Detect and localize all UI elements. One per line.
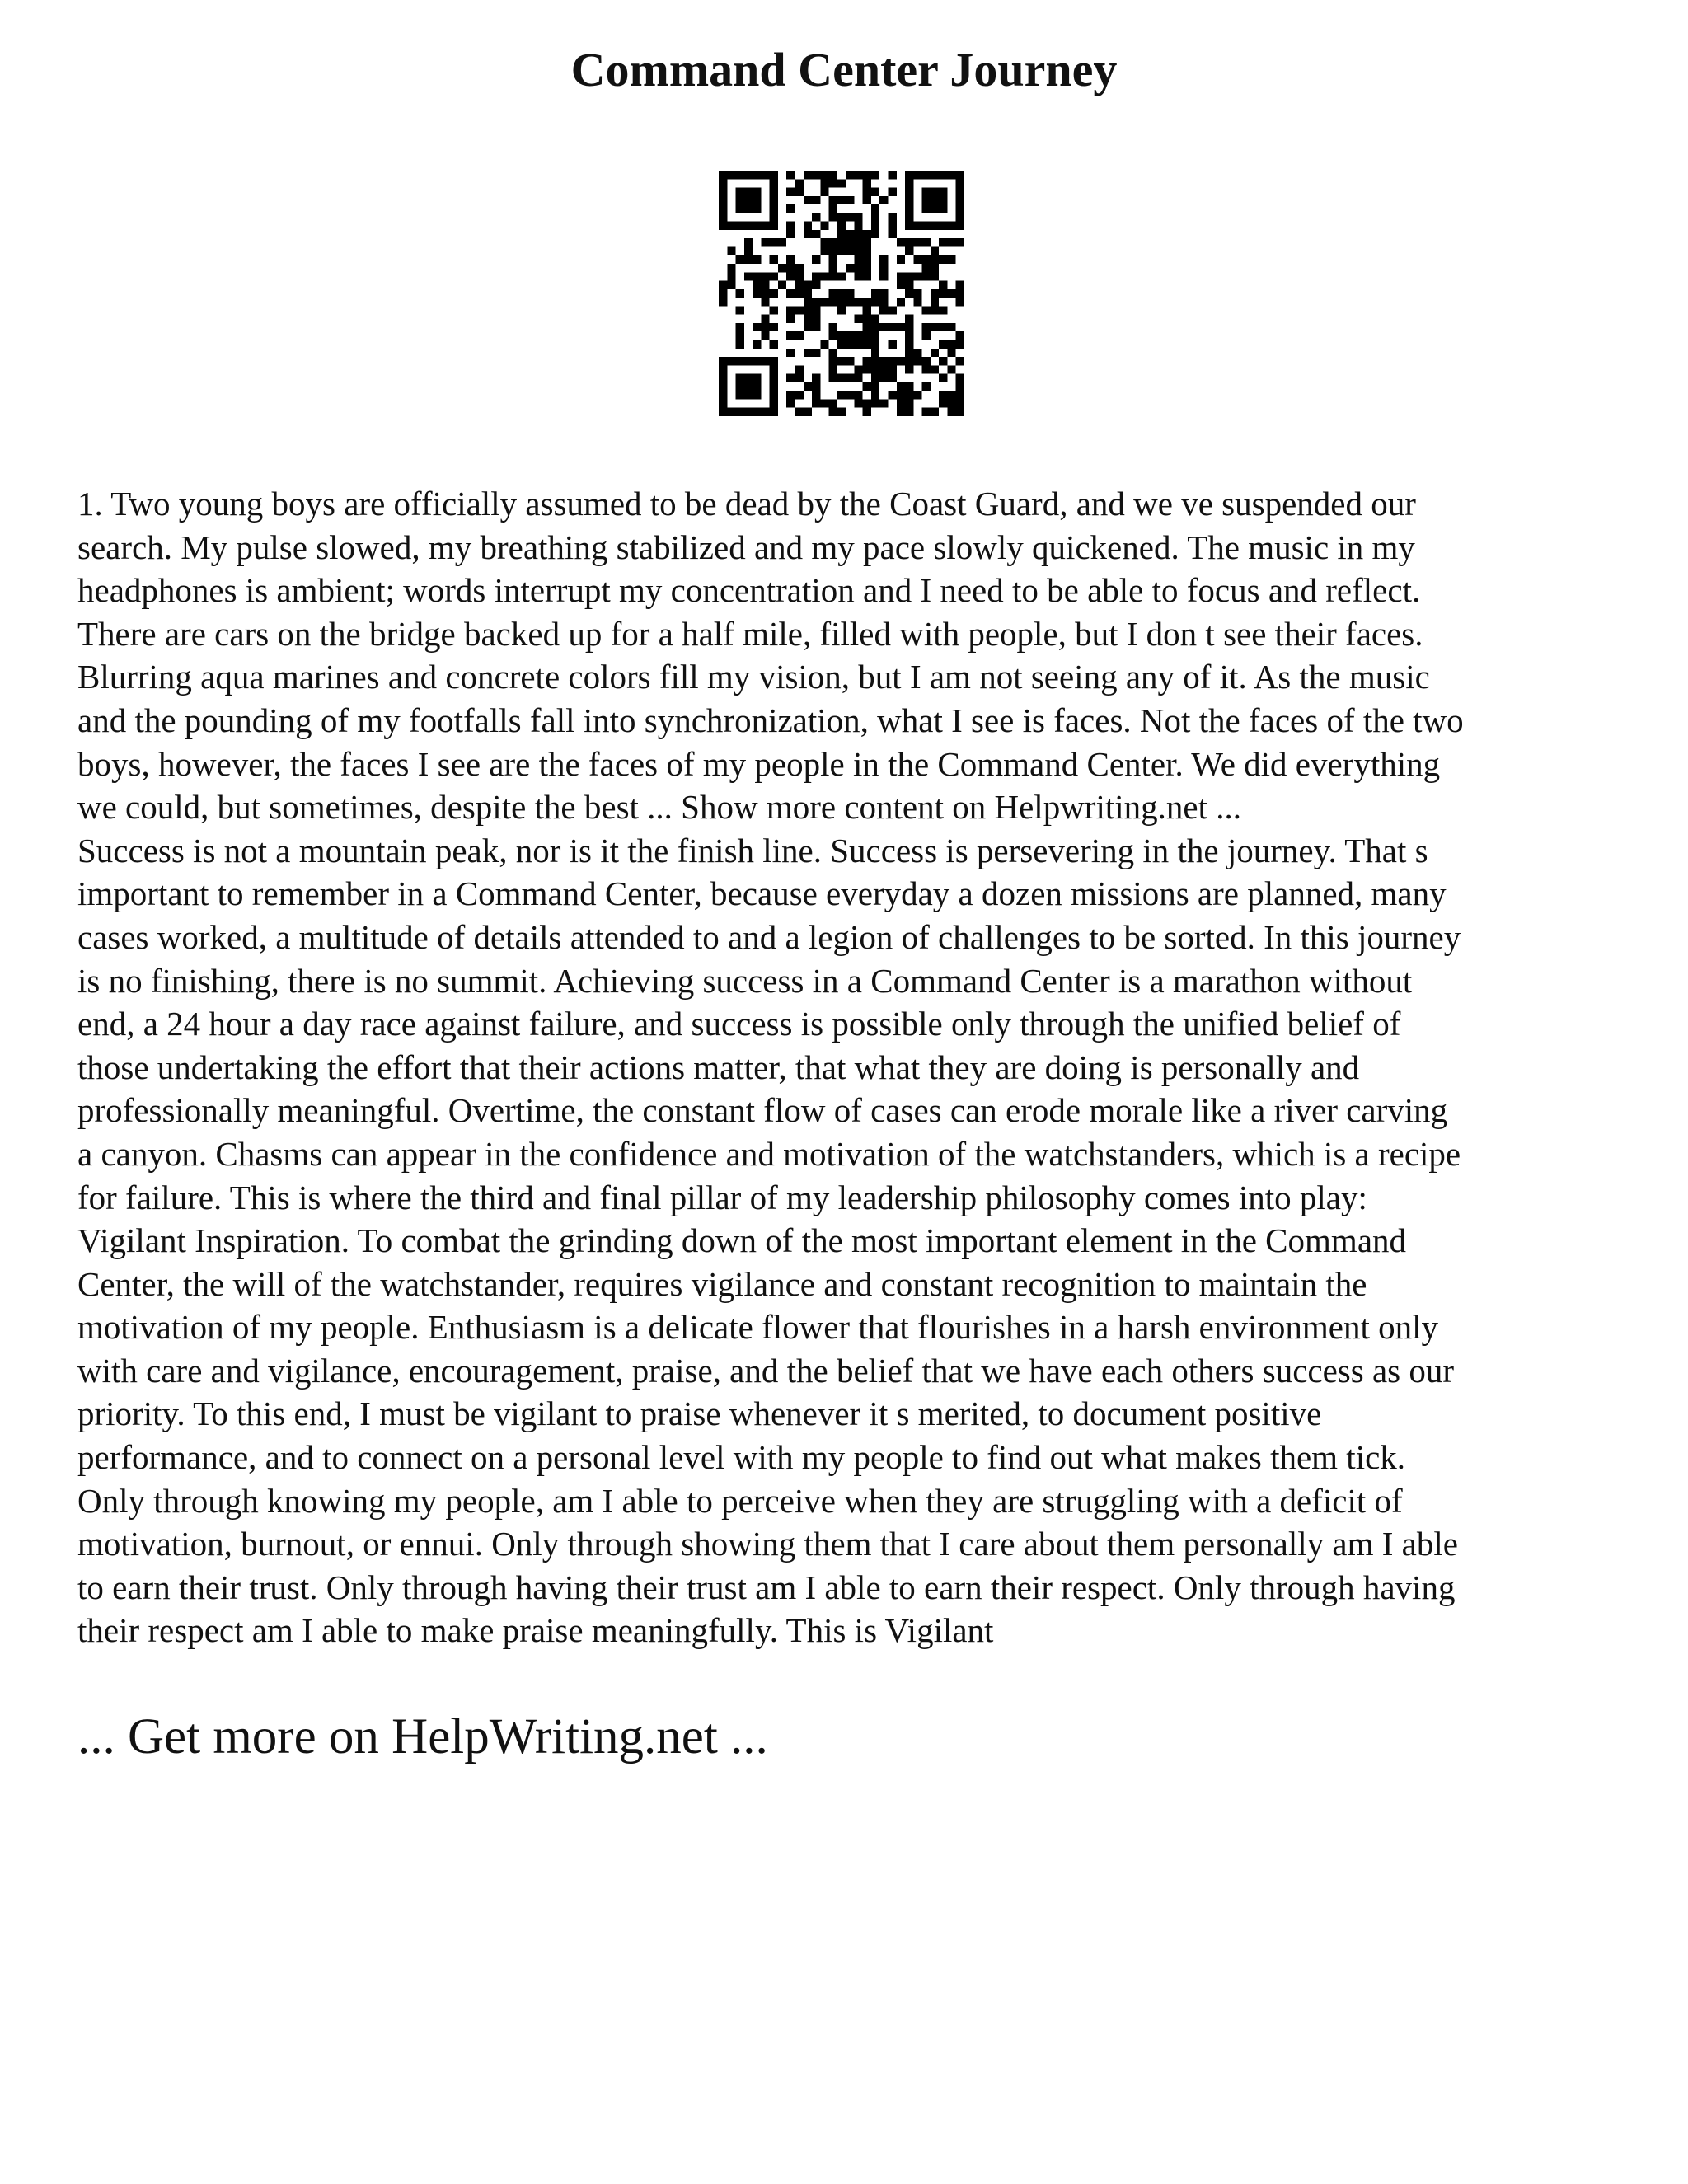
body-text-line: cases worked, a multitude of details attended to and a legion of challenges to be sorted. In this journey — [77, 917, 1461, 956]
body-text — [77, 482, 1627, 1652]
body-text-line: professionally meaningful. Overtime, the constant flow of cases can erode morale like a river carving — [77, 1091, 1448, 1130]
body-text-line: for failure. This is where the third and final pillar of my leadership philosophy comes into play: — [77, 1178, 1367, 1216]
body-text-line: Blurring aqua marines and concrete colors fill my vision, but I am not seeing any of it. As the music — [77, 658, 1430, 696]
body-text-line: we could, but sometimes, despite the best ... Show more content on Helpwriting.net ... — [77, 788, 1241, 827]
body-text-line: is no finishing, there is no summit. Achieving success in a Command Center is a marathon without — [77, 961, 1413, 1000]
body-text-line: 1. Two young boys are officially assumed to be dead by the Coast Guard, and we ve suspended our — [77, 485, 1416, 523]
body-text-line: Success is not a mountain peak, nor is it the finish line. Success is persevering in the journey. That s — [77, 831, 1428, 869]
body-text-line: and the pounding of my footfalls fall into synchronization, what I see is faces. Not the faces of the two — [77, 701, 1464, 739]
qr-code-icon — [719, 171, 964, 416]
body-text-line: boys, however, the faces I see are the faces of my people in the Command Center. We did everything — [77, 744, 1441, 783]
body-text-line: motivation, burnout, or ennui. Only through showing them that I care about them personally am I able — [77, 1525, 1458, 1563]
body-text-line: to earn their trust. Only through having their trust am I able to earn their respect. Only through having — [77, 1568, 1456, 1606]
body-text-line: with care and vigilance, encouragement, praise, and the belief that we have each others success as our — [77, 1351, 1455, 1390]
body-text-line: those undertaking the effort that their actions matter, that what they are doing is personally and — [77, 1047, 1360, 1086]
body-text-line: Only through knowing my people, am I able to perceive when they are struggling with a deficit of — [77, 1481, 1403, 1520]
body-text-line: priority. To this end, I must be vigilant to praise whenever it s merited, to document positive — [77, 1394, 1322, 1433]
document-title: Command Center Journey — [570, 43, 1118, 96]
body-text-line: a canyon. Chasms can appear in the confidence and motivation of the watchstanders, which is a recipe — [77, 1134, 1461, 1173]
body-text-line: performance, and to connect on a personal level with my people to find out what makes them tick. — [77, 1438, 1406, 1477]
get-more-link[interactable]: ... Get more on HelpWriting.net ... — [77, 1709, 768, 1765]
body-text-line: motivation of my people. Enthusiasm is a delicate flower that flourishes in a harsh environment only — [77, 1308, 1439, 1347]
body-text-line: Center, the will of the watchstander, requires vigilance and constant recognition to maintain the — [77, 1264, 1367, 1303]
body-text-line: important to remember in a Command Center, because everyday a dozen missions are planned, many — [77, 874, 1447, 913]
body-text-line: headphones is ambient; words interrupt my concentration and I need to be able to focus and reflect. — [77, 571, 1421, 610]
body-text-line: their respect am I able to make praise meaningfully. This is Vigilant — [77, 1611, 994, 1650]
body-text-line: Vigilant Inspiration. To combat the grinding down of the most important element in the Command — [77, 1221, 1407, 1260]
body-text-line: search. My pulse slowed, my breathing stabilized and my pace slowly quickened. The music in my — [77, 527, 1415, 566]
body-text-line: end, a 24 hour a day race against failure, and success is possible only through the unified belief of — [77, 1005, 1401, 1043]
body-text-line: There are cars on the bridge backed up for a half mile, filled with people, but I don t see their faces. — [77, 614, 1423, 653]
